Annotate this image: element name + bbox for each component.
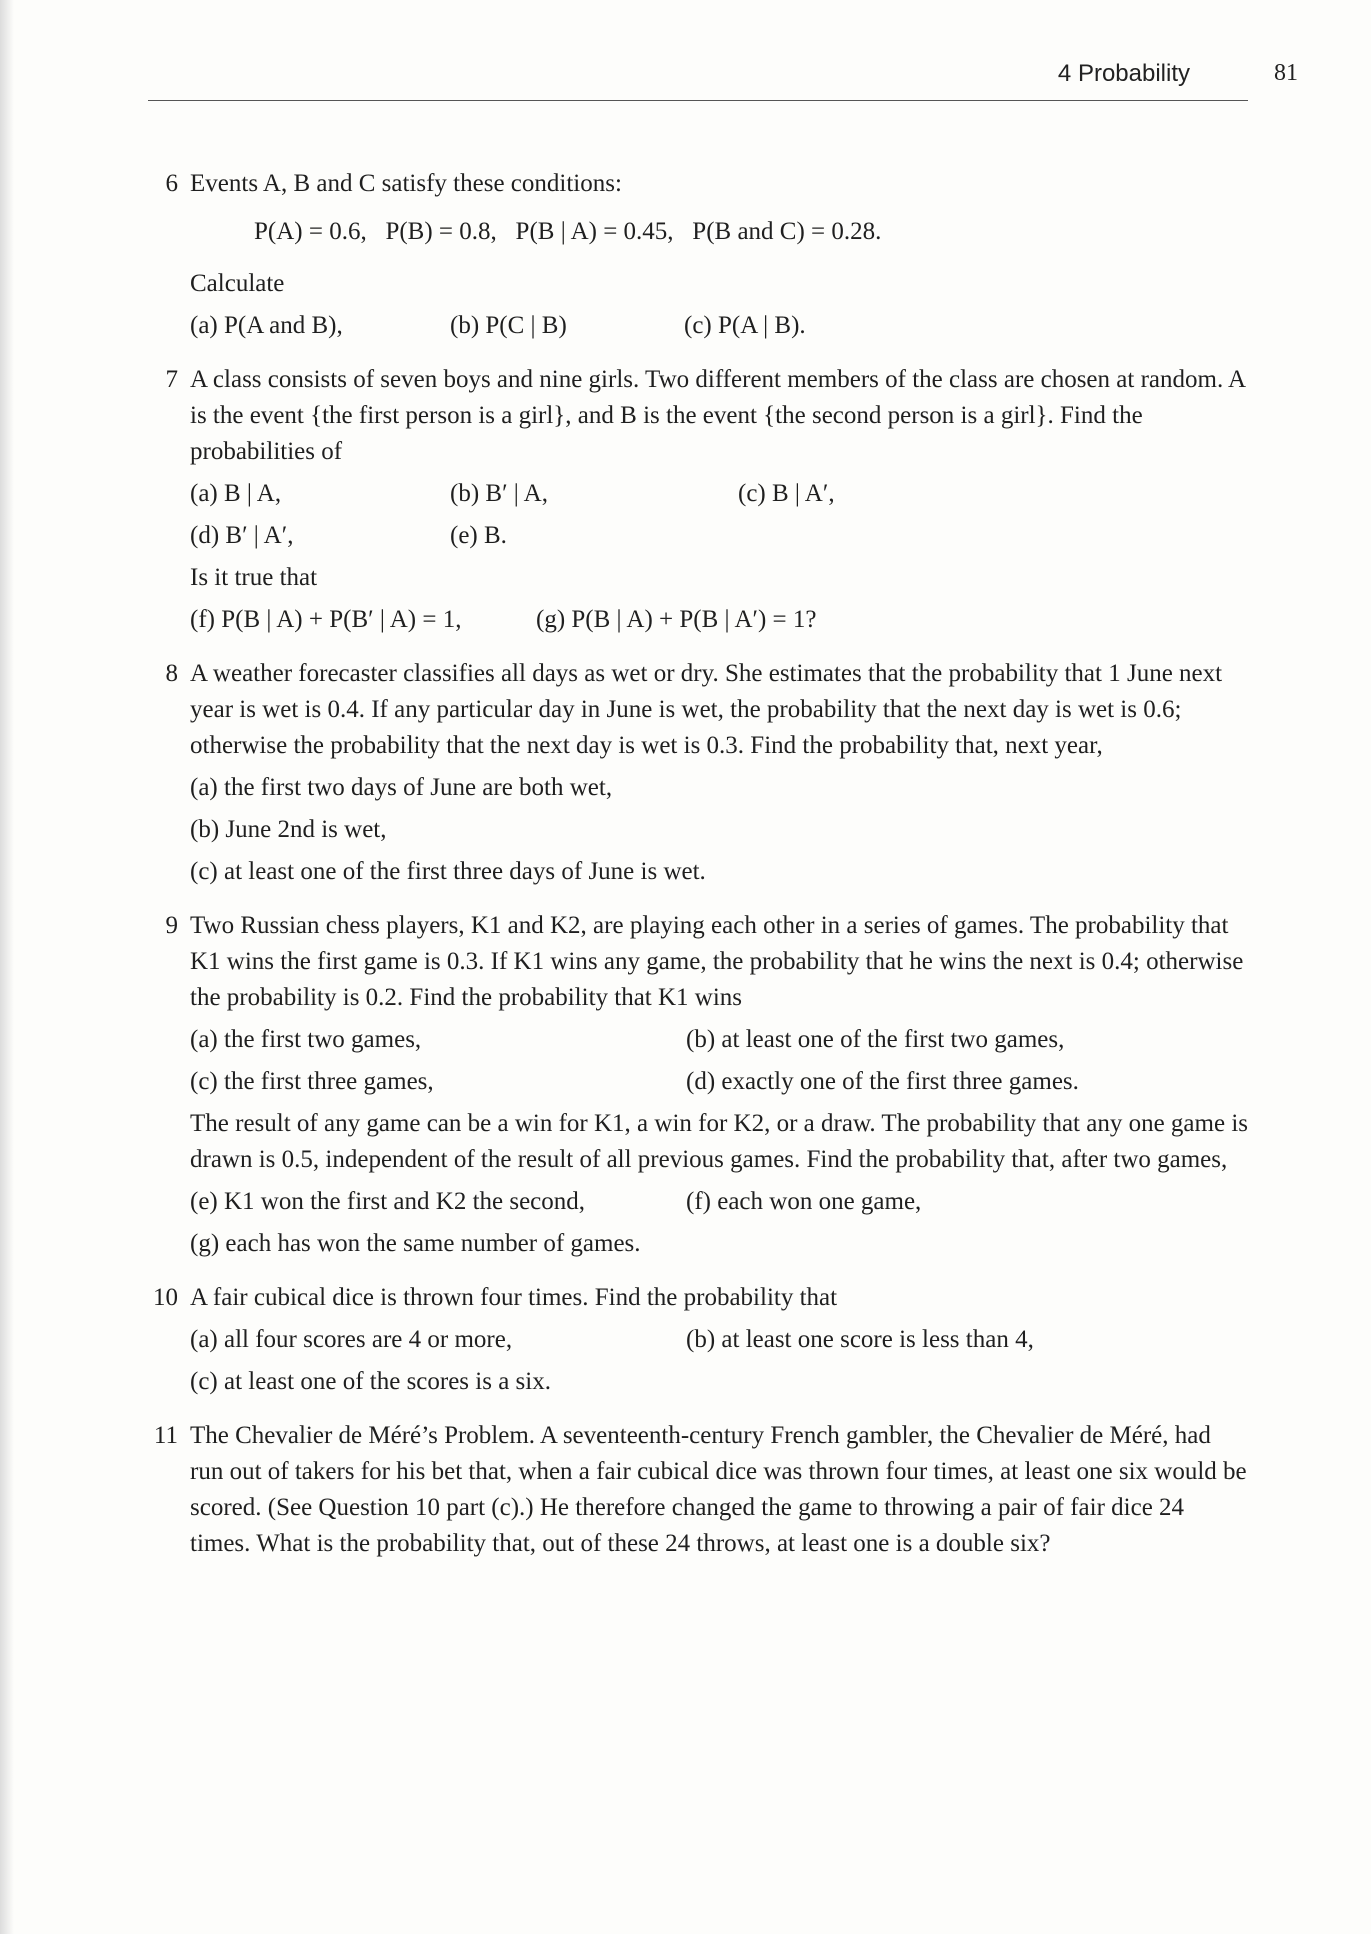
parts-row [190, 1064, 1248, 1100]
part-a: (a) the first two games, [190, 1026, 422, 1053]
part-b: (b) B′ | A, [450, 480, 548, 507]
parts-row [190, 1364, 1248, 1400]
parts-row [190, 308, 1248, 344]
parts-row [190, 1226, 1248, 1262]
question-number: 9 [165, 912, 178, 939]
chapter-title: 4 Probability [1057, 60, 1190, 87]
parts-row [190, 1322, 1248, 1358]
question-text: Two Russian chess players, K1 and K2, are playing each other in a series of games. The probability that K1 wins the first game is 0.3. If K1 wins any game, the probability that he wins the next is 0.4; otherwise the probability is 0.2. Find the probability that K1 wins [190, 912, 1244, 1011]
exercise-list [148, 166, 1248, 1576]
question-number: 8 [165, 660, 178, 687]
part-f: (f) P(B | A) + P(B′ | A) = 1, [190, 606, 462, 633]
part-a: (a) B | A, [190, 480, 282, 507]
part-b: (b) P(C | B) [450, 312, 567, 339]
parts-row [190, 518, 1248, 554]
part-g: (g) P(B | A) + P(B | A′) = 1? [536, 606, 817, 633]
question-text: A class consists of seven boys and nine girls. Two different members of the class are chosen at random. A is the event {the first person is a girl}, and B is the event {the second person is a girl}. Find the probabilities of [190, 366, 1245, 465]
part-c: (c) at least one of the first three days of June is wet. [190, 858, 706, 885]
question-11 [148, 1418, 1248, 1562]
part-c: (c) the first three games, [190, 1068, 434, 1095]
part-c: (c) at least one of the scores is a six. [190, 1368, 551, 1395]
parts-row [190, 476, 1248, 512]
part-g: (g) each has won the same number of games. [190, 1230, 641, 1257]
question-text: A fair cubical dice is thrown four times. Find the probability that [190, 1284, 838, 1311]
part-e: (e) K1 won the first and K2 the second, [190, 1188, 586, 1215]
parts-row [190, 602, 1248, 638]
question-8 [148, 656, 1248, 890]
parts-row [190, 812, 1248, 848]
page-number: 81 [1274, 60, 1298, 86]
question-number: 6 [165, 170, 178, 197]
parts-row [190, 1022, 1248, 1058]
question-number: 11 [153, 1422, 178, 1449]
question-9 [148, 908, 1248, 1262]
parts-row [190, 770, 1248, 806]
part-b: (b) at least one of the first two games, [686, 1026, 1065, 1053]
part-c: (c) P(A | B). [684, 312, 806, 339]
part-a: (a) the first two days of June are both wet, [190, 774, 613, 801]
part-f: (f) each won one game, [686, 1188, 922, 1215]
question-7 [148, 362, 1248, 638]
is-true-label: Is it true that [190, 564, 318, 591]
part-e: (e) B. [450, 522, 507, 549]
question-text: The Chevalier de Méré’s Problem. A seventeenth-century French gambler, the Chevalier de Méré, had run out of takers for his bet that, when a fair cubical dice was thrown four times, at least one six would be scored. (See Question 10 part (c).) He therefore changed the game to throwing a pair of fair dice 24 times. What is the probability that, out of these 24 throws, at least one is a double six? [190, 1422, 1247, 1557]
question-text: A weather forecaster classifies all days as wet or dry. She estimates that the probability that 1 June next year is wet is 0.4. If any particular day in June is wet, the probability that the next day is wet is 0.6; otherwise the probability that the next day is wet is 0.3. Find the probability that, next year, [190, 660, 1223, 759]
question-stem: Events A, B and C satisfy these conditions: [190, 170, 622, 197]
part-b: (b) June 2nd is wet, [190, 816, 387, 843]
part-c: (c) B | A′, [738, 480, 835, 507]
part-d: (d) B′ | A′, [190, 522, 294, 549]
question-text-2: The result of any game can be a win for K1, a win for K2, or a draw. The probability that any one game is drawn is 0.5, independent of the result of all previous games. Find the probability that, after two games, [190, 1110, 1248, 1173]
part-a: (a) P(A and B), [190, 312, 343, 339]
calculate-label: Calculate [190, 270, 285, 297]
question-number: 7 [165, 366, 178, 393]
parts-row [190, 854, 1248, 890]
part-b: (b) at least one score is less than 4, [686, 1326, 1034, 1353]
part-a: (a) all four scores are 4 or more, [190, 1326, 513, 1353]
question-6 [148, 166, 1248, 344]
parts-row [190, 1184, 1248, 1220]
question-10 [148, 1280, 1248, 1400]
running-header [148, 56, 1298, 101]
part-d: (d) exactly one of the first three games. [686, 1068, 1079, 1095]
given-conditions: P(A) = 0.6, P(B) = 0.8, P(B | A) = 0.45, P(B and C) = 0.28. [254, 218, 882, 245]
page-gutter-shadow [0, 0, 14, 1934]
question-number: 10 [153, 1284, 178, 1311]
